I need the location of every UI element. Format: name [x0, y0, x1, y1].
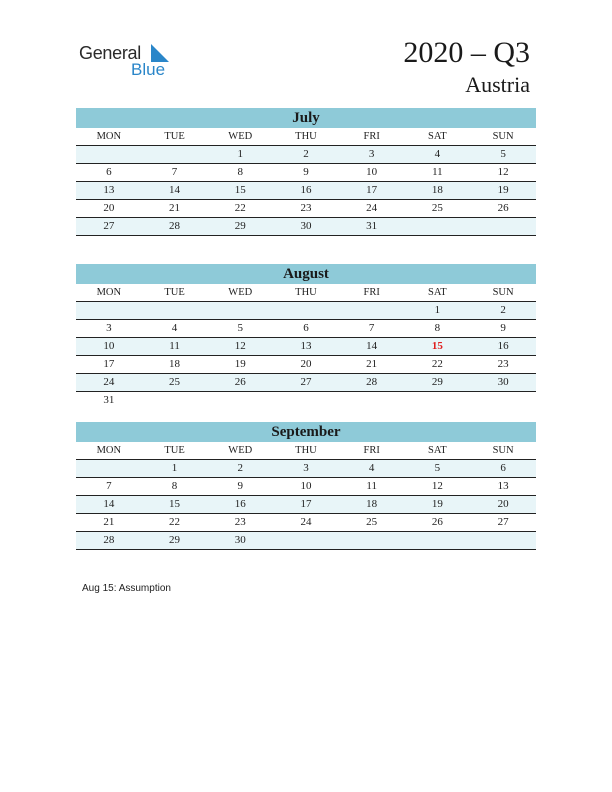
day-cell: 8	[171, 480, 178, 492]
day-cell: 25	[431, 202, 443, 214]
day-cell: 10	[300, 480, 312, 492]
week-row	[76, 374, 536, 392]
day-cell: 29	[234, 220, 246, 232]
weekday-label: TUE	[164, 131, 185, 142]
day-cell: 11	[366, 480, 377, 492]
day-cell: 22	[169, 516, 181, 528]
day-cell: 9	[303, 166, 309, 178]
day-cell: 9	[237, 480, 243, 492]
week-row	[76, 302, 536, 320]
month-header: August	[76, 264, 536, 284]
day-cell: 31	[366, 220, 378, 232]
day-cell: 1	[171, 462, 178, 474]
week-row	[76, 320, 536, 338]
day-cell	[405, 532, 471, 549]
day-cell	[76, 460, 142, 477]
day-cell: 20	[300, 358, 312, 370]
day-cell: 27	[300, 376, 312, 388]
day-cell	[470, 532, 536, 549]
day-cell: 7	[368, 322, 375, 334]
day-cell	[339, 302, 405, 319]
day-cell: 5	[500, 148, 506, 160]
day-cell	[273, 532, 339, 549]
day-cell: 12	[431, 480, 443, 492]
day-cell: 22	[431, 358, 443, 370]
day-cell: 3	[106, 322, 112, 334]
day-cell: 15	[234, 184, 246, 196]
day-cell: 16	[300, 184, 312, 196]
country-name: Austria	[465, 72, 530, 97]
weekday-label: SUN	[492, 287, 514, 298]
holiday-notes: Aug 15: Assumption	[82, 583, 171, 594]
day-cell: 13	[103, 184, 115, 196]
page-title: 2020 – Q3	[403, 36, 530, 69]
day-cell	[207, 392, 273, 409]
day-cell: 28	[103, 534, 115, 546]
weekday-label: FRI	[363, 445, 380, 456]
day-cell: 20	[497, 498, 509, 510]
day-cell: 23	[234, 516, 246, 528]
day-cell: 19	[497, 184, 509, 196]
week-row	[76, 356, 536, 374]
week-row	[76, 146, 536, 164]
day-cell	[273, 392, 339, 409]
day-cell	[405, 392, 471, 409]
day-cell: 17	[103, 358, 115, 370]
weekday-label: THU	[295, 445, 317, 456]
week-row	[76, 514, 536, 532]
day-cell: 10	[366, 166, 378, 178]
weekday-header-row	[76, 128, 536, 146]
week-row	[76, 496, 536, 514]
day-cell: 21	[169, 202, 181, 214]
day-cell: 28	[169, 220, 181, 232]
weekday-label: MON	[96, 131, 122, 142]
holiday-day-cell: 15	[431, 340, 443, 352]
day-cell: 7	[171, 166, 178, 178]
day-cell: 6	[106, 166, 112, 178]
day-cell: 25	[366, 516, 378, 528]
week-row	[76, 338, 536, 356]
day-cell: 2	[237, 462, 243, 474]
day-cell: 6	[500, 462, 506, 474]
day-cell: 12	[497, 166, 509, 178]
day-cell: 15	[169, 498, 181, 510]
day-cell: 13	[300, 340, 312, 352]
day-cell: 11	[169, 340, 180, 352]
day-cell: 21	[103, 516, 115, 528]
day-cell: 28	[366, 376, 378, 388]
day-cell: 6	[303, 322, 309, 334]
day-cell: 2	[500, 304, 506, 316]
day-cell: 7	[106, 480, 112, 492]
day-cell: 4	[171, 322, 178, 334]
weekday-label: WED	[228, 445, 253, 456]
day-cell: 27	[103, 220, 115, 232]
day-cell	[273, 302, 339, 319]
day-cell: 30	[300, 220, 312, 232]
week-row	[76, 218, 536, 236]
day-cell: 5	[434, 462, 441, 474]
day-cell: 26	[234, 376, 246, 388]
weekday-label: FRI	[363, 287, 380, 298]
day-cell: 8	[434, 322, 441, 334]
weekday-label: SAT	[428, 131, 447, 142]
day-cell: 2	[303, 148, 309, 160]
day-cell: 30	[497, 376, 509, 388]
day-cell: 16	[234, 498, 246, 510]
day-cell: 18	[431, 184, 443, 196]
weekday-label: THU	[295, 287, 317, 298]
day-cell: 12	[234, 340, 246, 352]
weekday-label: WED	[228, 287, 253, 298]
weekday-label: WED	[228, 131, 253, 142]
day-cell: 23	[497, 358, 509, 370]
day-cell: 27	[497, 516, 509, 528]
day-cell: 1	[434, 304, 441, 316]
month-september	[76, 422, 536, 550]
logo-text-blue: Blue	[131, 60, 166, 79]
week-row	[76, 182, 536, 200]
day-cell: 25	[169, 376, 181, 388]
day-cell	[339, 392, 405, 409]
day-cell: 18	[169, 358, 181, 370]
day-cell	[142, 392, 208, 409]
day-cell	[405, 218, 471, 235]
week-row	[76, 200, 536, 218]
day-cell	[76, 146, 142, 163]
month-header: September	[76, 422, 536, 442]
day-cell: 24	[103, 376, 115, 388]
weekday-label: SUN	[492, 445, 514, 456]
day-cell	[142, 146, 208, 163]
day-cell: 24	[300, 516, 312, 528]
weekday-label: TUE	[164, 445, 185, 456]
weekday-header-row	[76, 442, 536, 460]
day-cell: 31	[103, 394, 115, 406]
weekday-label: MON	[96, 445, 122, 456]
week-row	[76, 164, 536, 182]
weekday-label: FRI	[363, 131, 380, 142]
logo	[79, 41, 179, 81]
week-row	[76, 478, 536, 496]
day-cell: 23	[300, 202, 312, 214]
day-cell: 29	[169, 534, 181, 546]
month-august	[76, 264, 536, 409]
day-cell: 4	[434, 148, 441, 160]
week-row	[76, 392, 536, 409]
day-cell: 17	[366, 184, 378, 196]
day-cell: 30	[234, 534, 246, 546]
day-cell	[142, 302, 208, 319]
day-cell	[470, 218, 536, 235]
day-cell: 9	[500, 322, 506, 334]
day-cell: 24	[366, 202, 378, 214]
day-cell	[470, 392, 536, 409]
logo-text-general: General	[79, 43, 141, 63]
weekday-label: SUN	[492, 131, 514, 142]
day-cell: 18	[366, 498, 378, 510]
week-row	[76, 532, 536, 550]
day-cell: 26	[431, 516, 443, 528]
day-cell	[339, 532, 405, 549]
day-cell: 21	[366, 358, 378, 370]
day-cell: 11	[432, 166, 443, 178]
day-cell: 17	[300, 498, 312, 510]
day-cell: 22	[234, 202, 246, 214]
day-cell: 8	[237, 166, 243, 178]
day-cell: 3	[368, 148, 375, 160]
day-cell: 4	[368, 462, 375, 474]
month-header: July	[76, 108, 536, 128]
day-cell: 29	[431, 376, 443, 388]
day-cell: 16	[497, 340, 509, 352]
weekday-label: TUE	[164, 287, 185, 298]
day-cell: 3	[303, 462, 309, 474]
day-cell: 19	[431, 498, 443, 510]
day-cell	[76, 302, 142, 319]
day-cell: 19	[234, 358, 246, 370]
week-row	[76, 460, 536, 478]
weekday-label: SAT	[428, 445, 447, 456]
day-cell: 20	[103, 202, 115, 214]
day-cell: 14	[366, 340, 378, 352]
day-cell	[207, 302, 273, 319]
weekday-label: MON	[96, 287, 122, 298]
day-cell: 26	[497, 202, 509, 214]
day-cell: 14	[169, 184, 181, 196]
weekday-label: SAT	[428, 287, 447, 298]
day-cell: 10	[103, 340, 115, 352]
weekday-label: THU	[295, 131, 317, 142]
month-july	[76, 108, 536, 236]
weekday-header-row	[76, 284, 536, 302]
day-cell: 14	[103, 498, 115, 510]
day-cell: 1	[237, 148, 243, 160]
day-cell: 5	[237, 322, 243, 334]
day-cell: 13	[497, 480, 509, 492]
